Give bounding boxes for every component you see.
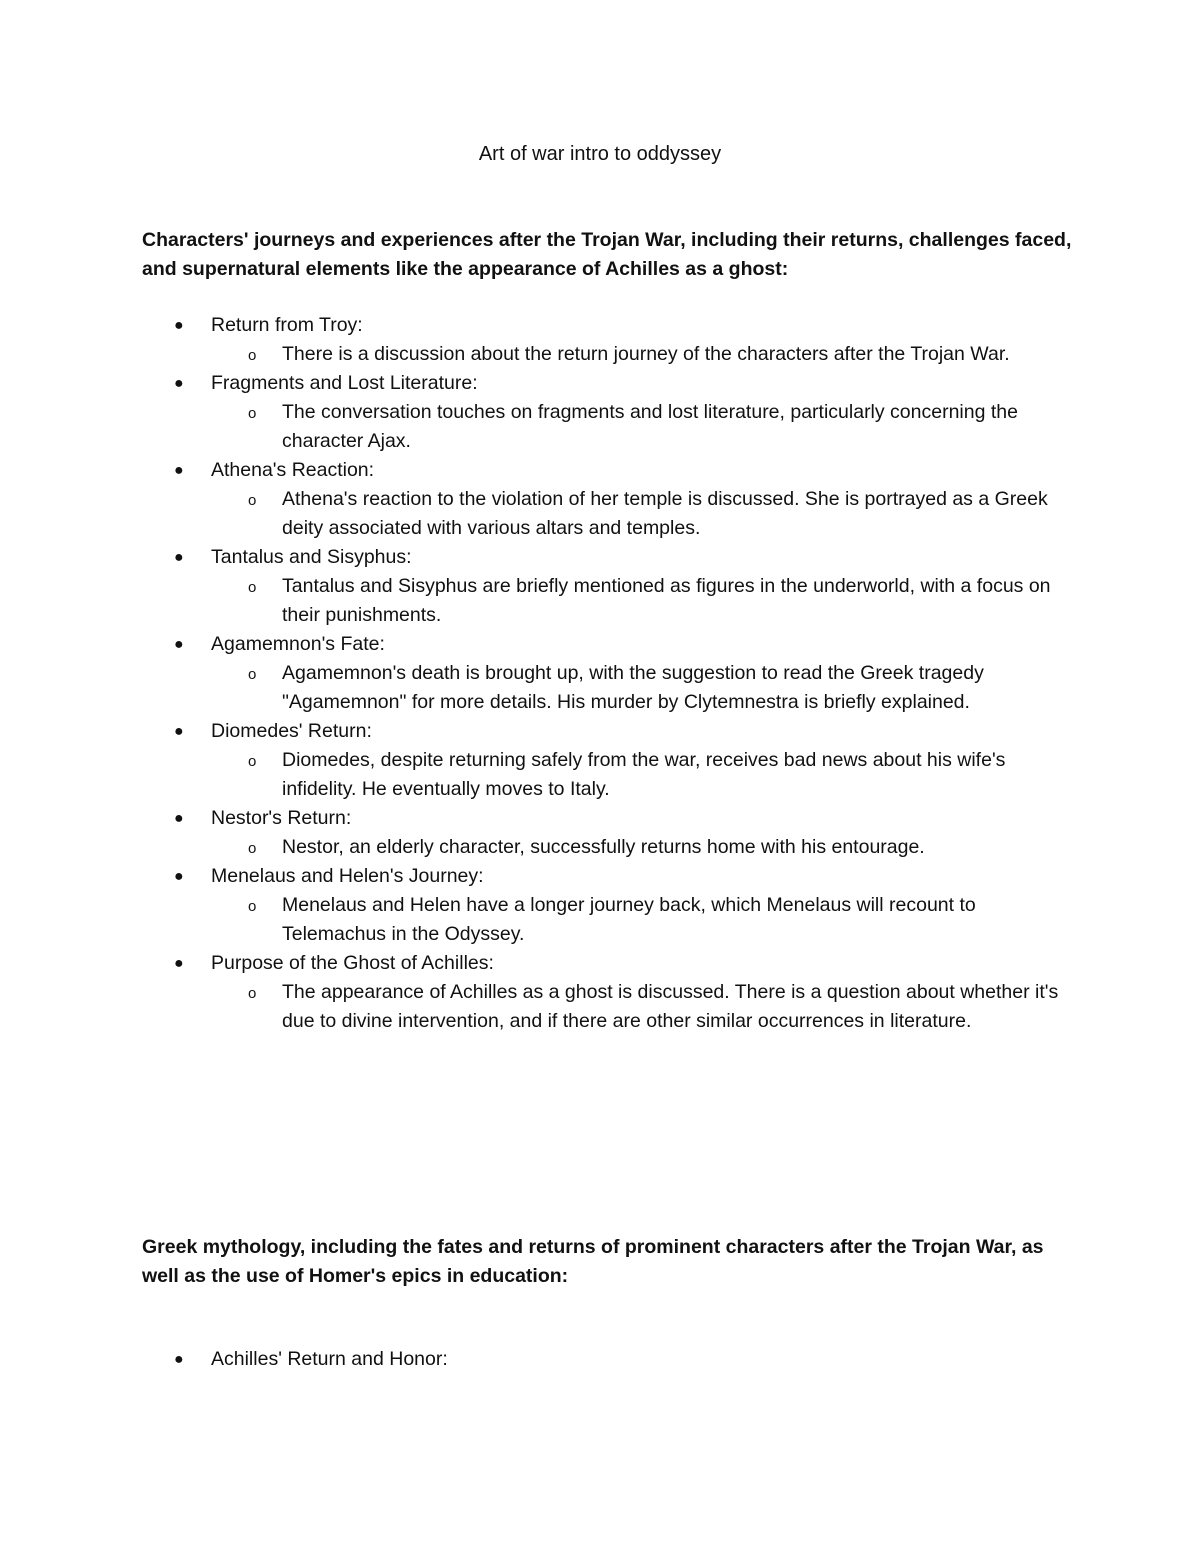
bullet-icon: ● xyxy=(174,868,184,885)
section-heading: Greek mythology, including the fates and returns of prominent characters after the Trojan War, as well as the use of Homer's epics in education: xyxy=(142,1236,1044,1287)
sub-list-item xyxy=(0,746,1200,804)
circle-bullet-icon: o xyxy=(248,840,257,857)
list-item-label: Fragments and Lost Literature: xyxy=(211,372,478,394)
circle-bullet-icon: o xyxy=(248,666,257,683)
sub-list-item xyxy=(0,978,1200,1036)
list-item-label: Achilles' Return and Honor: xyxy=(211,1348,448,1370)
bullet-icon: ● xyxy=(174,636,184,653)
sub-list-item xyxy=(0,398,1200,456)
sub-list-item xyxy=(0,659,1200,717)
bullet-icon: ● xyxy=(174,317,184,334)
bullet-icon: ● xyxy=(174,810,184,827)
sub-list-item-text: Menelaus and Helen have a longer journey back, which Menelaus will recount to Telemachus in the Odyssey. xyxy=(282,894,976,945)
list-item-label: Agamemnon's Fate: xyxy=(211,633,385,655)
list-item xyxy=(0,456,1200,543)
list-item xyxy=(0,543,1200,630)
list-item xyxy=(0,630,1200,717)
circle-bullet-icon: o xyxy=(248,579,257,596)
list-item-label: Diomedes' Return: xyxy=(211,720,372,742)
sub-list-item-text: The appearance of Achilles as a ghost is discussed. There is a question about whether it's due to divine intervention, and if there are other similar occurrences in literature. xyxy=(282,981,1059,1032)
sub-list xyxy=(0,398,1200,456)
list-item xyxy=(0,369,1200,456)
bullet-icon: ● xyxy=(174,549,184,566)
sub-list-item xyxy=(0,572,1200,630)
sub-list xyxy=(0,978,1200,1036)
bullet-list xyxy=(0,311,1200,1036)
list-item xyxy=(0,949,1200,1036)
sub-list-item-text: Nestor, an elderly character, successfully returns home with his entourage. xyxy=(282,836,925,858)
bullet-icon: ● xyxy=(174,375,184,392)
sub-list-item xyxy=(0,891,1200,949)
sub-list-item-text: Tantalus and Sisyphus are briefly mentioned as figures in the underworld, with a focus on their punishments. xyxy=(282,575,1051,626)
circle-bullet-icon: o xyxy=(248,347,257,364)
sub-list-item-text: The conversation touches on fragments and lost literature, particularly concerning the character Ajax. xyxy=(282,401,1018,452)
circle-bullet-icon: o xyxy=(248,492,257,509)
circle-bullet-icon: o xyxy=(248,985,257,1002)
sub-list-item xyxy=(0,485,1200,543)
sub-list-item xyxy=(0,340,1200,369)
bullet-icon: ● xyxy=(174,462,184,479)
bullet-icon: ● xyxy=(174,1351,184,1368)
circle-bullet-icon: o xyxy=(248,753,257,770)
sub-list xyxy=(0,833,1200,862)
document-title: Art of war intro to oddyssey xyxy=(478,143,722,165)
list-item xyxy=(0,1345,1200,1374)
sub-list xyxy=(0,485,1200,543)
list-item-label: Tantalus and Sisyphus: xyxy=(211,546,412,568)
bullet-icon: ● xyxy=(174,723,184,740)
list-item xyxy=(0,862,1200,949)
bullet-list xyxy=(0,1345,1200,1374)
sub-list xyxy=(0,746,1200,804)
section-heading: Characters' journeys and experiences after the Trojan War, including their returns, challenges faced, and supernatural elements like the appearance of Achilles as a ghost: xyxy=(142,229,1072,280)
sub-list xyxy=(0,891,1200,949)
sub-list-item-text: Athena's reaction to the violation of her temple is discussed. She is portrayed as a Greek deity associated with various altars and temples. xyxy=(282,488,1048,539)
list-item-label: Purpose of the Ghost of Achilles: xyxy=(211,952,494,974)
sub-list-item-text: Agamemnon's death is brought up, with the suggestion to read the Greek tragedy "Agamemnon" for more details. His murder by Clytemnestra is briefly explained. xyxy=(282,662,984,713)
list-item-label: Nestor's Return: xyxy=(211,807,352,829)
list-item-label: Return from Troy: xyxy=(211,314,363,336)
sub-list-item-text: There is a discussion about the return journey of the characters after the Trojan War. xyxy=(282,343,1010,365)
sub-list-item-text: Diomedes, despite returning safely from the war, receives bad news about his wife's infidelity. He eventually moves to Italy. xyxy=(282,749,1006,800)
list-item-label: Menelaus and Helen's Journey: xyxy=(211,865,484,887)
circle-bullet-icon: o xyxy=(248,405,257,422)
sub-list xyxy=(0,340,1200,369)
list-item xyxy=(0,804,1200,862)
sub-list xyxy=(0,659,1200,717)
list-item-label: Athena's Reaction: xyxy=(211,459,375,481)
circle-bullet-icon: o xyxy=(248,898,257,915)
list-item xyxy=(0,311,1200,369)
list-item xyxy=(0,717,1200,804)
sub-list xyxy=(0,572,1200,630)
sub-list-item xyxy=(0,833,1200,862)
bullet-icon: ● xyxy=(174,955,184,972)
